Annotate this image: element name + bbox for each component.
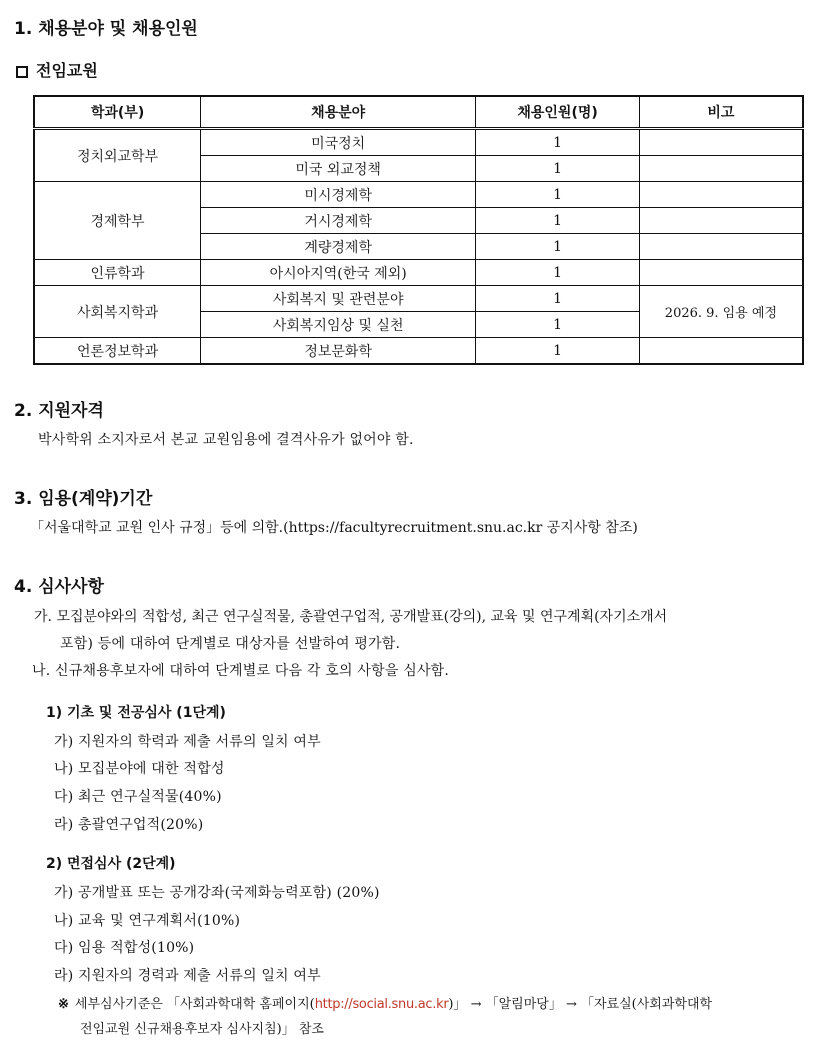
count-cell: 1 (476, 129, 640, 156)
qualification-text: 박사학위 소지자로서 본교 교원임용에 결격사유가 없어야 함. (38, 432, 414, 448)
count-cell: 1 (476, 234, 640, 260)
count-cell: 1 (476, 312, 640, 338)
stage2-item: 다) 임용 적합성(10%) (54, 940, 195, 956)
section-3-title: 3. 임용(계약)기간 (14, 489, 153, 509)
field-cell: 계량경제학 (201, 234, 476, 260)
table-row (34, 129, 803, 156)
count-cell: 1 (476, 182, 640, 208)
count-cell: 1 (476, 208, 640, 234)
dept-cell: 경제학부 (34, 182, 201, 260)
remark-cell: 2026. 9. 임용 예정 (639, 286, 803, 338)
term-text: 「서울대학교 교원 인사 규정」등에 의함.(https://facultyrecruitment.snu.ac.kr 공지사항 참조) (30, 520, 638, 536)
table-row (34, 286, 803, 312)
remark-cell-empty (639, 338, 803, 365)
stage2-item: 라) 지원자의 경력과 제출 서류의 일치 여부 (54, 968, 321, 984)
header-field: 채용분야 (201, 96, 476, 129)
note-before-link: 세부심사기준은 「사회과학대학 홈페이지( (74, 997, 315, 1012)
count-cell: 1 (476, 286, 640, 312)
dept-cell: 언론정보학과 (34, 338, 201, 365)
field-cell: 사회복지 및 관련분야 (201, 286, 476, 312)
stage2-title: 2) 면접심사 (2단계) (46, 856, 176, 872)
stage2-item: 가) 공개발표 또는 공개강좌(국제화능력포함) (20%) (54, 885, 380, 901)
header-remark: 비고 (639, 96, 803, 129)
remark-cell-empty (639, 129, 803, 156)
section-4-title: 4. 심사사항 (14, 577, 104, 597)
field-cell: 미국정치 (201, 129, 476, 156)
count-cell: 1 (476, 260, 640, 286)
remark-cell-empty (639, 208, 803, 234)
header-department: 학과(부) (34, 96, 201, 129)
table-row (34, 260, 803, 286)
remark-cell-empty (639, 234, 803, 260)
count-cell: 1 (476, 156, 640, 182)
table-row (34, 338, 803, 365)
dept-cell: 정치외교학부 (34, 129, 201, 182)
subheading-full-time-faculty (16, 58, 98, 81)
stage1-item: 다) 최근 연구실적물(40%) (54, 789, 222, 805)
review-note-line2: 전임교원 신규채용후보자 심사지침)」 참조 (80, 1022, 324, 1037)
field-cell: 미시경제학 (201, 182, 476, 208)
header-count: 채용인원(명) (476, 96, 640, 129)
section-1-title: 1. 채용분야 및 채용인원 (14, 19, 198, 39)
checkbox-icon (16, 66, 28, 78)
remark-cell-empty (639, 182, 803, 208)
count-cell: 1 (476, 338, 640, 365)
note-after-link: )」 → 「알림마당」 → 「자료실(사회과학대학 (448, 997, 713, 1012)
subheading-label: 전임교원 (36, 61, 98, 80)
remark-cell-empty (639, 260, 803, 286)
stage1-item: 가) 지원자의 학력과 제출 서류의 일치 여부 (54, 734, 321, 750)
item-ga-line1: 가. 모집분야와의 적합성, 최근 연구실적물, 총괄연구업적, 공개발표(강의), 교육 및 연구계획(자기소개서 (34, 609, 668, 625)
reference-mark-icon: ※ (58, 997, 69, 1012)
stage2-item: 나) 교육 및 연구계획서(10%) (54, 913, 241, 929)
stage1-title: 1) 기초 및 전공심사 (1단계) (46, 705, 226, 721)
recruitment-table (33, 95, 804, 365)
table-header-row (34, 96, 803, 129)
remark-cell-empty (639, 156, 803, 182)
item-na: 나. 신규채용후보자에 대하여 단계별로 다음 각 호의 사항을 심사함. (32, 663, 450, 679)
field-cell: 아시아지역(한국 제외) (201, 260, 476, 286)
stage1-item: 라) 총괄연구업적(20%) (54, 817, 204, 833)
field-cell: 정보문화학 (201, 338, 476, 365)
dept-cell: 사회복지학과 (34, 286, 201, 338)
table-row (34, 182, 803, 208)
review-note (58, 993, 712, 1012)
field-cell: 거시경제학 (201, 208, 476, 234)
field-cell: 미국 외교정책 (201, 156, 476, 182)
section-2-title: 2. 지원자격 (14, 401, 104, 421)
social-homepage-link[interactable]: http://social.snu.ac.kr (314, 997, 449, 1012)
item-ga-line2: 포함) 등에 대하여 단계별로 대상자를 선발하여 평가함. (60, 636, 401, 652)
field-cell: 사회복지임상 및 실천 (201, 312, 476, 338)
stage1-item: 나) 모집분야에 대한 적합성 (54, 761, 225, 777)
dept-cell: 인류학과 (34, 260, 201, 286)
